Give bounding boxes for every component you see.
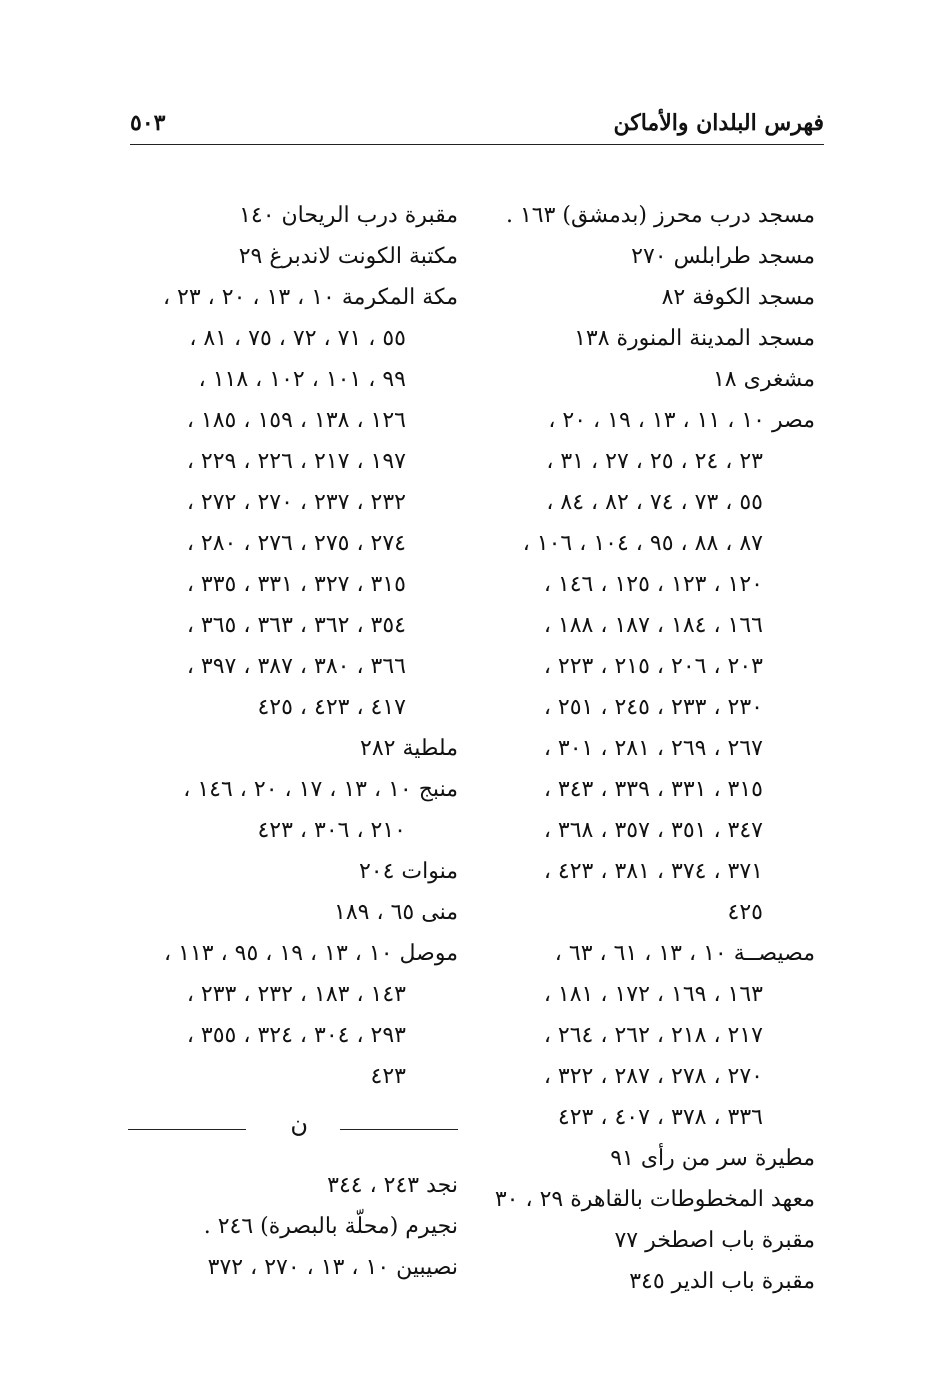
index-entry: مقبرة باب اصطخر ٧٧ <box>614 1228 815 1253</box>
index-entry-continuation: ٢٦٧ ، ٢٦٩ ، ٢٨١ ، ٣٠١ ، <box>543 736 763 761</box>
index-entry-continuation: ١٦٦ ، ١٨٤ ، ١٨٧ ، ١٨٨ ، <box>543 613 763 638</box>
index-entry: منبج ١٠ ، ١٣ ، ١٧ ، ٢٠ ، ١٤٦ ، <box>183 777 458 802</box>
index-entry-continuation: ٣٤٧ ، ٣٥١ ، ٣٥٧ ، ٣٦٨ ، <box>543 818 763 843</box>
index-entry-continuation: ٥٥ ، ٧٣ ، ٧٤ ، ٨٢ ، ٨٤ ، <box>546 490 763 515</box>
index-entry-continuation: ١٢٦ ، ١٣٨ ، ١٥٩ ، ١٨٥ ، <box>186 408 406 433</box>
index-entry: نجد ٢٤٣ ، ٣٤٤ <box>327 1173 458 1198</box>
index-entry-continuation: ٢٧٠ ، ٢٧٨ ، ٢٨٧ ، ٣٢٢ ، <box>543 1064 763 1089</box>
index-entry: معهد المخطوطات بالقاهرة ٢٩ ، ٣٠ <box>494 1187 815 1212</box>
index-entry: ملطية ٢٨٢ <box>360 736 458 761</box>
index-entry: مكة المكرمة ١٠ ، ١٣ ، ٢٠ ، ٢٣ ، <box>162 285 458 310</box>
index-entries-noon <box>128 1165 458 1288</box>
index-entry: مسجد طرابلس ٢٧٠ <box>631 244 815 269</box>
index-entry-continuation: ٢٩٣ ، ٣٠٤ ، ٣٢٤ ، ٣٥٥ ، <box>186 1023 406 1048</box>
index-entry-continuation: ١٢٠ ، ١٢٣ ، ١٢٥ ، ١٤٦ ، <box>543 572 763 597</box>
index-entry-continuation: ٢١٠ ، ٣٠٦ ، ٤٢٣ <box>257 818 406 843</box>
index-entry: مقبرة باب الدير ٣٤٥ <box>629 1269 815 1294</box>
index-entry-continuation: ٣٧١ ، ٣٧٤ ، ٣٨١ ، ٤٢٣ ، <box>543 859 763 884</box>
index-entry-continuation: ٣١٥ ، ٣٣١ ، ٣٣٩ ، ٣٤٣ ، <box>543 777 763 802</box>
index-entry: مسجد المدينة المنورة ١٣٨ <box>574 326 815 351</box>
running-title: فهرس البلدان والأماكن <box>613 110 824 136</box>
index-entry: مسجد درب محرز (بدمشق) ١٦٣ . <box>505 203 815 228</box>
index-entry-continuation: ٢٣٠ ، ٢٣٣ ، ٢٤٥ ، ٢٥١ ، <box>543 695 763 720</box>
index-entry: مسجد الكوفة ٨٢ <box>661 285 815 310</box>
divider-line-left <box>128 1129 246 1130</box>
index-entry-continuation: ٣٥٤ ، ٣٦٢ ، ٣٦٣ ، ٣٦٥ ، <box>186 613 406 638</box>
index-entry-continuation: ٤٢٣ <box>370 1064 406 1089</box>
index-entry-continuation: ٣٣٦ ، ٣٧٨ ، ٤٠٧ ، ٤٢٣ <box>557 1105 763 1130</box>
page-number: ٥٠٣ <box>130 110 166 136</box>
index-entry-continuation: ٢١٧ ، ٢١٨ ، ٢٦٢ ، ٢٦٤ ، <box>543 1023 763 1048</box>
index-entry-continuation: ٣١٥ ، ٣٢٧ ، ٣٣١ ، ٣٣٥ ، <box>186 572 406 597</box>
index-entry-continuation: ٢٣٢ ، ٢٣٧ ، ٢٧٠ ، ٢٧٢ ، <box>186 490 406 515</box>
section-divider <box>128 1097 458 1165</box>
index-entry-continuation: ٥٥ ، ٧١ ، ٧٢ ، ٧٥ ، ٨١ ، <box>189 326 406 351</box>
index-entry: مكتبة الكونت لاندبرغ ٢٩ <box>238 244 458 269</box>
index-entry-continuation: ٢٧٤ ، ٢٧٥ ، ٢٧٦ ، ٢٨٠ ، <box>186 531 406 556</box>
section-letter: ن <box>290 1110 308 1138</box>
index-entry-continuation: ٩٩ ، ١٠١ ، ١٠٢ ، ١١٨ ، <box>198 367 406 392</box>
index-entry-continuation: ٤٢٥ <box>727 900 763 925</box>
index-entry-continuation: ٢٣ ، ٢٤ ، ٢٥ ، ٢٧ ، ٣١ ، <box>546 449 763 474</box>
index-entry: موصل ١٠ ، ١٣ ، ١٩ ، ٩٥ ، ١١٣ ، <box>164 941 458 966</box>
index-entry-continuation: ٨٧ ، ٨٨ ، ٩٥ ، ١٠٤ ، ١٠٦ ، <box>522 531 763 556</box>
index-entry: مشغرى ١٨ <box>712 367 815 392</box>
index-entry: مطيرة سر من رأى ٩١ <box>610 1146 815 1171</box>
index-entry-continuation: ٢٠٣ ، ٢٠٦ ، ٢١٥ ، ٢٢٣ ، <box>543 654 763 679</box>
index-column-left <box>128 195 458 1288</box>
index-entry: مصيصــة ١٠ ، ١٣ ، ٦١ ، ٦٣ ، <box>554 941 815 966</box>
divider-line-right <box>340 1129 458 1130</box>
index-entry-continuation: ٣٦٦ ، ٣٨٠ ، ٣٨٧ ، ٣٩٧ ، <box>186 654 406 679</box>
index-entry-continuation: ١٤٣ ، ١٨٣ ، ٢٣٢ ، ٢٣٣ ، <box>186 982 406 1007</box>
index-entry: نجيرم (محلّة بالبصرة) ٢٤٦ . <box>203 1214 458 1239</box>
page-header <box>130 104 824 145</box>
index-entry: منوات ٢٠٤ <box>358 859 458 884</box>
index-entry-continuation: ٤١٧ ، ٤٢٣ ، ٤٢٥ <box>257 695 406 720</box>
index-column-right <box>485 195 815 1302</box>
index-entries-meem <box>128 195 458 1097</box>
index-entry: منى ٦٥ ، ١٨٩ <box>334 900 458 925</box>
index-entry: مصر ١٠ ، ١١ ، ١٣ ، ١٩ ، ٢٠ ، <box>548 408 815 433</box>
index-entry-continuation: ١٦٣ ، ١٦٩ ، ١٧٢ ، ١٨١ ، <box>543 982 763 1007</box>
index-entry-continuation: ١٩٧ ، ٢١٧ ، ٢٢٦ ، ٢٢٩ ، <box>186 449 406 474</box>
index-entry: مقبرة درب الريحان ١٤٠ <box>239 203 458 228</box>
index-entry: نصيبين ١٠ ، ١٣ ، ٢٧٠ ، ٣٧٢ <box>207 1255 458 1280</box>
